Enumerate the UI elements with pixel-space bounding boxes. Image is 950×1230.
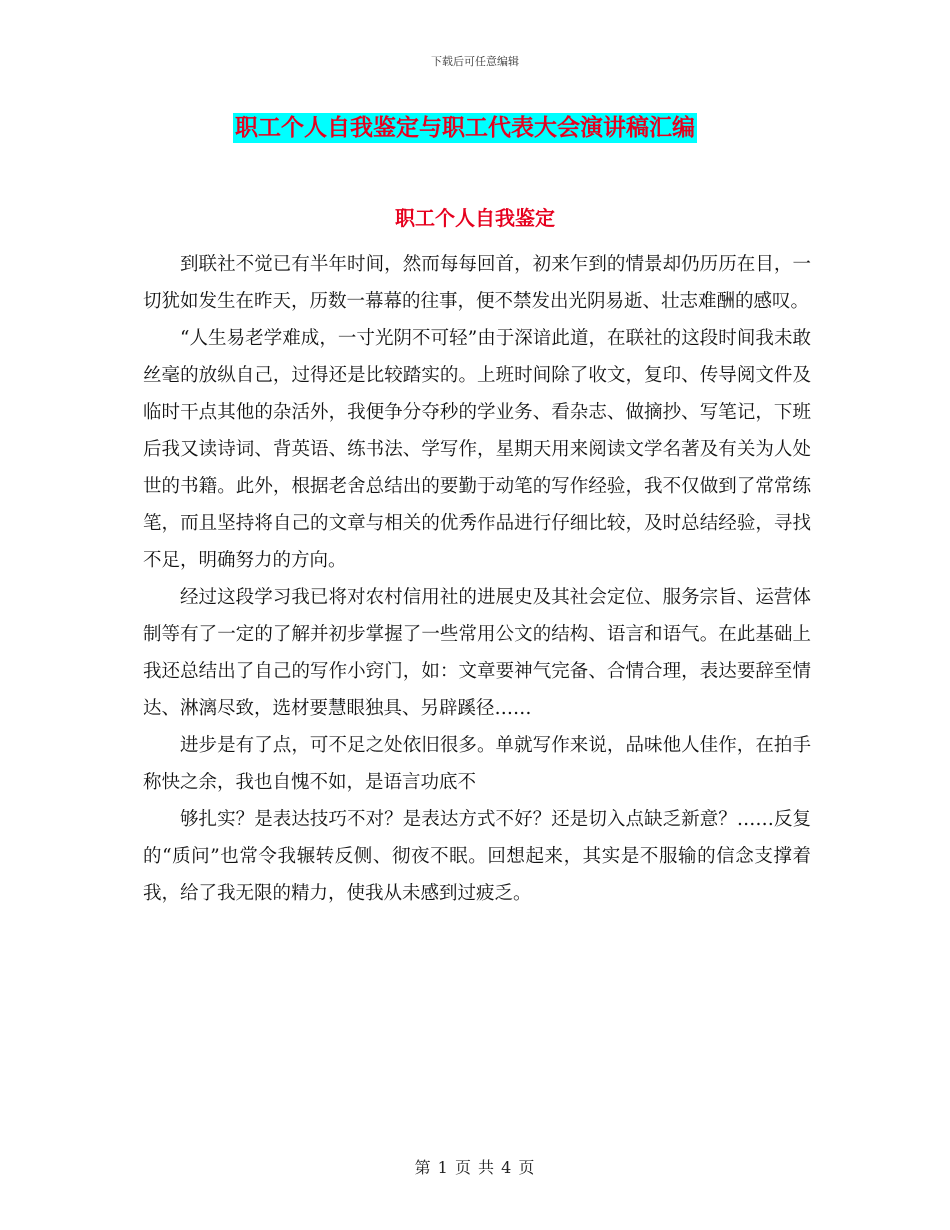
header-note: 下载后可任意编辑 <box>431 55 519 68</box>
paragraph-5: 够扎实？是表达技巧不对？是表达方式不好？还是切入点缺乏新意？……反复的“质问”也常令我辗转反侧、彻夜不眠。回想起来，其实是不服输的信念支撑着我，给了我无限的精力，使我从未感到过疲乏。 <box>143 809 811 904</box>
body-text <box>143 246 811 912</box>
paragraph-2: “人生易老学难成，一寸光阴不可轻”由于深谙此道，在联社的这段时间我未敢丝毫的放纵自己，过得还是比较踏实的。上班时间除了收文，复印、传导阅文件及临时干点其他的杂活外，我便争分夺秒的学业务、看杂志、做摘抄、写笔记，下班后我又读诗词、背英语、练书法、学写作，星期天用来阅读文学名著及有关为人处世的书籍。此外，根据老舍总结出的要勤于动笔的写作经验，我不仅做到了常常练笔，而且坚持将自己的文章与相关的优秀作品进行仔细比较，及时总结经验，寻找不足，明确努力的方向。 <box>143 328 811 571</box>
page-number: 第 1 页 共 4 页 <box>414 1158 536 1177</box>
paragraph-4: 进步是有了点，可不足之处依旧很多。单就写作来说，品味他人佳作，在拍手称快之余，我也自愧不如，是语言功底不 <box>143 735 811 793</box>
paragraph-3: 经过这段学习我已将对农村信用社的进展史及其社会定位、服务宗旨、运营体制等有了一定的了解并初步掌握了一些常用公文的结构、语言和语气。在此基础上我还总结出了自己的写作小窍门，如：文章要神气完备、合情合理，表达要辞至情达、淋漓尽致，选材要慧眼独具、另辟蹊径…… <box>143 587 811 719</box>
paragraph-1: 到联社不觉已有半年时间，然而每每回首，初来乍到的情景却仍历历在目，一切犹如发生在昨天，历数一幕幕的往事，便不禁发出光阴易逝、壮志难酬的感叹。 <box>143 254 811 312</box>
document-title: 职工个人自我鉴定与职工代表大会演讲稿汇编 <box>235 114 695 141</box>
section-title: 职工个人自我鉴定 <box>395 206 555 230</box>
